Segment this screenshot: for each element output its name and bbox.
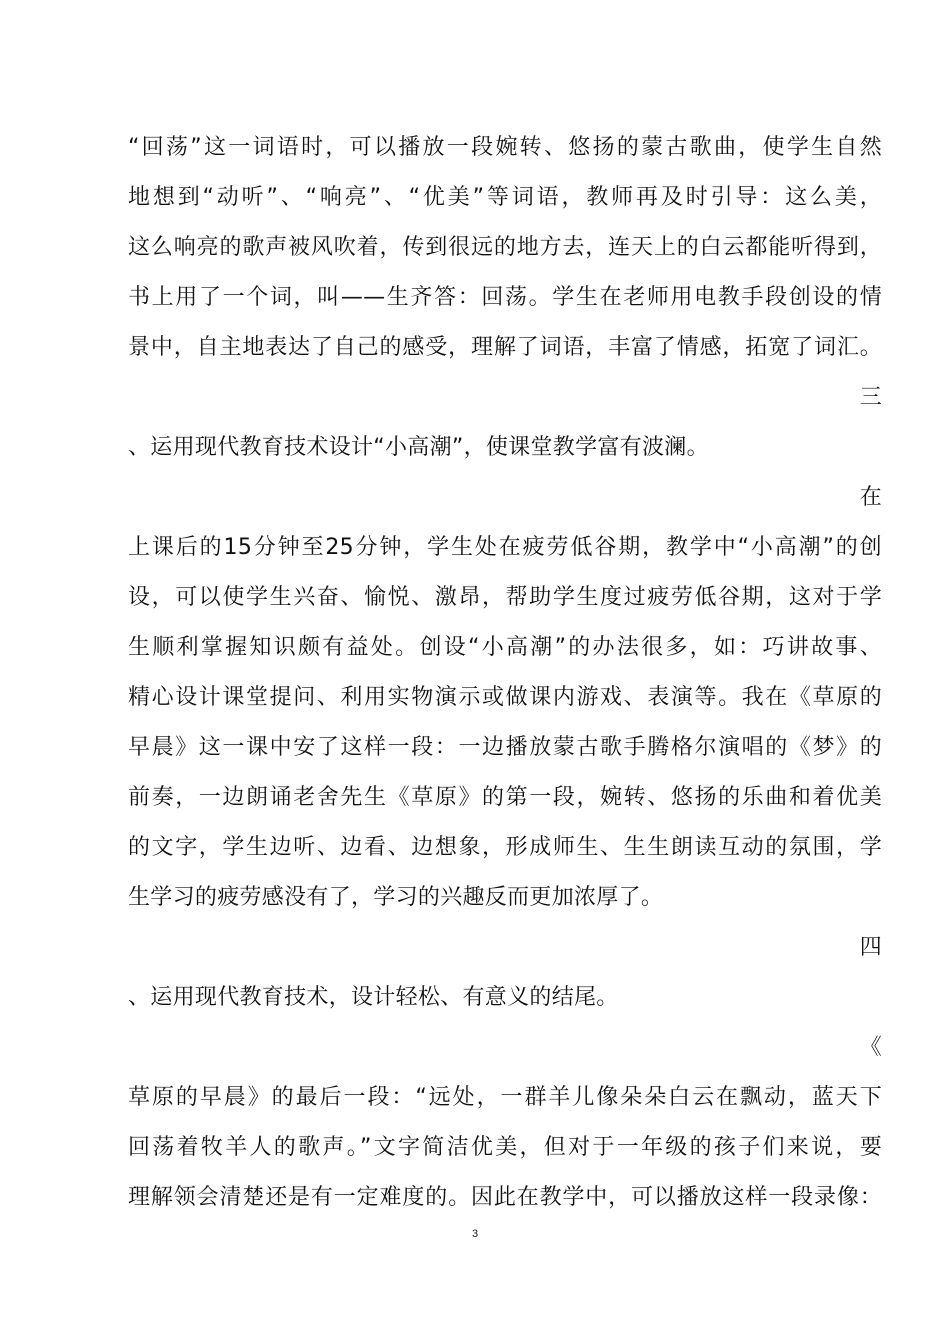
text-line: 生学习的疲劳感没有了，学习的兴趣反而更加浓厚了。 <box>128 885 664 910</box>
text-line: 前奏，一边朗诵老舍先生《草原》的第一段，婉转、悠扬的乐曲和着优美 <box>128 785 882 810</box>
text-line: 《 <box>859 1035 882 1060</box>
text-line: 精心设计课堂提问、利用实物演示或做课内游戏、表演等。我在《草原的 <box>128 685 882 710</box>
text-line: 在 <box>859 485 882 510</box>
text-line: 地想到“动听”、“响亮”、“优美”等词语，教师再及时引导：这么美， <box>128 185 882 210</box>
page-number: 3 <box>471 1228 479 1240</box>
text-line: 书上用了一个词，叫——生齐答：回荡。学生在老师用电教手段创设的情 <box>128 285 882 310</box>
text-line: 草原的早晨》的最后一段：“远处，一群羊儿像朵朵白云在飘动，蓝天下 <box>128 1085 882 1110</box>
text-line: 回荡着牧羊人的歌声。”文字简洁优美，但对于一年级的孩子们来说，要 <box>128 1135 882 1160</box>
text-line: 景中，自主地表达了自己的感受，理解了词语，丰富了情感，拓宽了词汇。 <box>128 335 882 360</box>
text-line: 这么响亮的歌声被风吹着，传到很远的地方去，连天上的白云都能听得到， <box>128 235 882 260</box>
section-number: 四 <box>859 935 882 960</box>
text-line: 生顺利掌握知识颇有益处。创设“小高潮”的办法很多，如：巧讲故事、 <box>128 635 882 660</box>
text-line: 早晨》这一课中安了这样一段：一边播放蒙古歌手腾格尔演唱的《梦》的 <box>128 735 882 760</box>
text-line: “回荡”这一词语时，可以播放一段婉转、悠扬的蒙古歌曲，使学生自然 <box>128 135 882 160</box>
text-line: 设，可以使学生兴奋、愉悦、激昂，帮助学生度过疲劳低谷期，这对于学 <box>128 585 882 610</box>
text-line: 上课后的15分钟至25分钟，学生处在疲劳低谷期，教学中“小高潮”的创 <box>128 535 882 560</box>
section-heading: 、运用现代教育技术，设计轻松、有意义的结尾。 <box>128 985 619 1010</box>
text-line: 的文字，学生边听、边看、边想象，形成师生、生生朗读互动的氛围，学 <box>128 835 882 860</box>
text-line: 理解领会清楚还是有一定难度的。因此在教学中，可以播放这样一段录像： <box>128 1185 882 1210</box>
section-heading: 、运用现代教育技术设计“小高潮”，使课堂教学富有波澜。 <box>128 435 709 460</box>
section-number: 三 <box>859 385 882 410</box>
